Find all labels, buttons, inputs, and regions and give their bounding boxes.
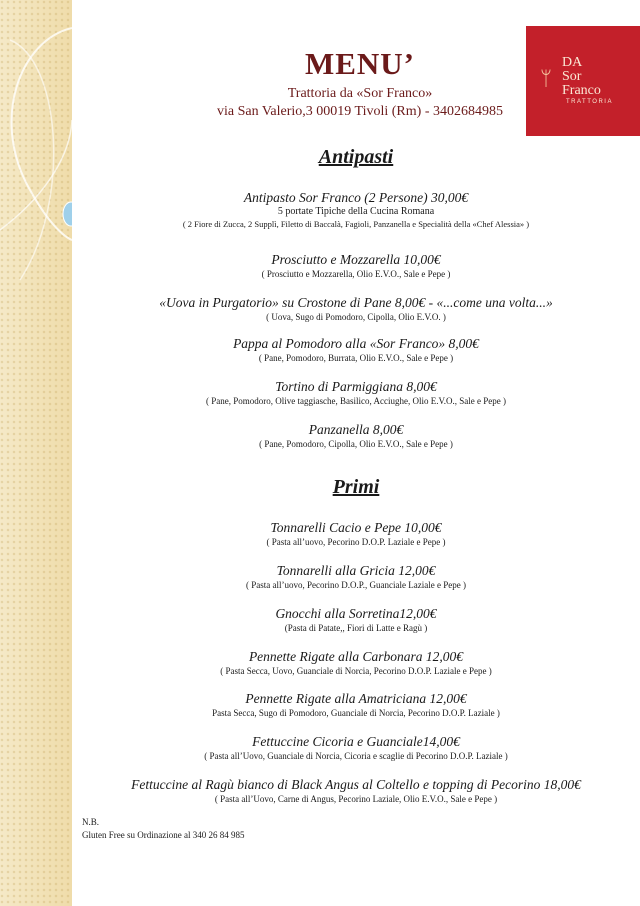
fork-icon: ᛘ: [540, 68, 552, 90]
swirl-decoration: [0, 0, 72, 906]
menu-item: [72, 378, 640, 407]
menu-item-name: Tonnarelli alla Gricia 12,00€: [276, 563, 436, 578]
menu-item-name: Gnocchi alla Sorretina12,00€: [275, 606, 437, 621]
menu-item: [72, 733, 640, 762]
menu-item: [72, 562, 640, 591]
menu-item: [72, 251, 640, 280]
menu-item-ingredients: (Pasta di Patate,, Fiori di Latte e Ragù ): [284, 623, 428, 633]
menu-item-ingredients: Pasta Secca, Sugo di Pomodoro, Guanciale di Norcia, Pecorino D.O.P. Laziale ): [212, 708, 500, 718]
logo-subtitle: TRATTORIA: [566, 99, 613, 105]
menu-item-ingredients: ( Pasta all’uovo, Pecorino D.O.P. Laziale e Pepe ): [266, 537, 446, 547]
menu-item: [72, 648, 640, 677]
menu-item: [72, 335, 640, 364]
logo-text: DA Sor Franco: [562, 55, 601, 98]
restaurant-address: via San Valerio,3 00019 Tivoli (Rm) - 3402684985: [217, 104, 503, 119]
menu-item: [72, 294, 640, 323]
section-title-antipasti: Antipasti: [318, 146, 394, 168]
decorative-sidebar: [0, 0, 72, 906]
gluten-free-note: Gluten Free su Ordinazione al 340 26 84 985: [82, 830, 245, 840]
menu-item-ingredients: ( 2 Fiore di Zucca, 2 Supplì, Filetto di Baccalà, Fagioli, Panzanella e Specialità della «Chef Alessia» ): [182, 219, 530, 229]
menu-item-name: «Uova in Purgatorio» su Crostone di Pane 8,00€ - «...come una volta...»: [159, 295, 553, 310]
menu-item-description: 5 portate Tipiche della Cucina Romana: [277, 206, 435, 217]
footer-note: [82, 816, 244, 842]
menu-item-ingredients: ( Pasta all’Uovo, Carne di Angus, Pecorino Laziale, Olio E.V.O., Sale e Pepe ): [214, 794, 498, 804]
menu-item-name: Pennette Rigate alla Amatriciana 12,00€: [245, 691, 467, 706]
menu-item: [72, 189, 640, 230]
menu-item-ingredients: ( Pane, Pomodoro, Olive taggiasche, Basilico, Acciughe, Olio E.V.O., Sale e Pepe ): [205, 396, 507, 406]
menu-item-ingredients: ( Uova, Sugo di Pomodoro, Cipolla, Olio E.V.O. ): [266, 312, 446, 322]
menu-item: [72, 605, 640, 634]
menu-item: [72, 690, 640, 719]
menu-item-ingredients: ( Pasta all’Uovo, Guanciale di Norcia, Cicoria e scaglie di Pecorino D.O.P. Laziale ): [204, 751, 508, 761]
menu-item: [72, 519, 640, 548]
menu-item-name: Fettuccine al Ragù bianco di Black Angus al Coltello e topping di Pecorino 18,00€: [131, 777, 581, 792]
menu-item: [72, 776, 640, 805]
menu-item-name: Tonnarelli Cacio e Pepe 10,00€: [270, 520, 442, 535]
section-title-primi: Primi: [332, 476, 380, 498]
nb-label: N.B.: [82, 817, 100, 827]
menu-item-name: Fettuccine Cicoria e Guanciale14,00€: [252, 734, 460, 749]
menu-item-ingredients: ( Pane, Pomodoro, Cipolla, Olio E.V.O., Sale e Pepe ): [259, 439, 453, 449]
menu-item-name: Antipasto Sor Franco (2 Persone) 30,00€: [243, 190, 469, 205]
restaurant-logo: [526, 26, 640, 136]
menu-item-ingredients: ( Pasta all’uovo, Pecorino D.O.P., Guanciale Laziale e Pepe ): [246, 580, 466, 590]
menu-item-name: Panzanella 8,00€: [308, 422, 404, 437]
menu-item-name: Tortino di Parmiggiana 8,00€: [275, 379, 437, 394]
page-title: MENU’: [304, 46, 416, 81]
restaurant-name: Trattoria da «Sor Franco»: [287, 86, 433, 101]
menu-item-name: Pappa al Pomodoro alla «Sor Franco» 8,00€: [233, 336, 479, 351]
menu-item-name: Pennette Rigate alla Carbonara 12,00€: [248, 649, 464, 664]
menu-item: [72, 421, 640, 450]
menu-item-ingredients: ( Pane, Pomodoro, Burrata, Olio E.V.O., Sale e Pepe ): [258, 353, 454, 363]
menu-item-ingredients: ( Pasta Secca, Uovo, Guanciale di Norcia, Pecorino D.O.P. Laziale e Pepe ): [220, 666, 492, 676]
menu-item-name: Prosciutto e Mozzarella 10,00€: [271, 252, 441, 267]
menu-item-ingredients: ( Prosciutto e Mozzarella, Olio E.V.O., Sale e Pepe ): [261, 269, 451, 279]
